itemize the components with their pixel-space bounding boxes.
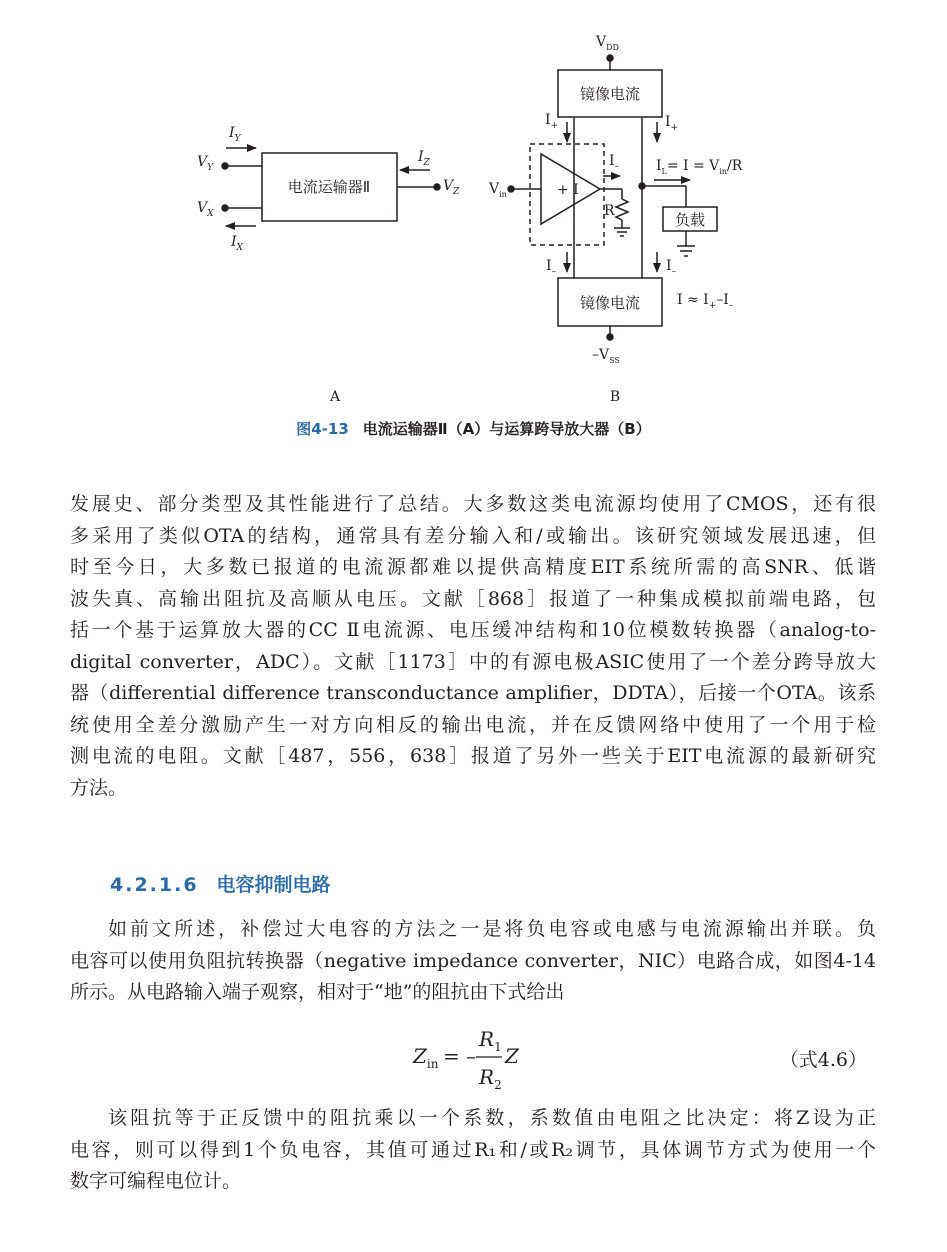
panel-b-label: B (609, 389, 621, 405)
paragraph-line: 波失真、高输出阻抗及高顺从电压。文献［868］报道了一种集成模拟前端电路，包 (70, 587, 876, 610)
label-vy: $V_Y$ (197, 154, 214, 173)
paragraph-line: 发展史、部分类型及其性能进行了总结。大多数这类电流源均使用了CMOS，还有很 (70, 493, 876, 515)
load-label: 负载 (674, 211, 706, 229)
label-vz: $V_Z$ (443, 178, 460, 197)
label-i-approx: $I \approx I_+-I_-$ (677, 292, 734, 311)
figure-number: 图4-13 (296, 420, 349, 438)
resistor-zigzag (616, 199, 628, 220)
paragraph-1 (70, 489, 876, 804)
z-terminal-node (434, 184, 440, 190)
paragraph-line: 该阻抗等于正反馈中的阻抗乘以一个系数，系数值由电阻之比决定：将Z设为正 (108, 1107, 876, 1129)
panel-a-label: A (329, 389, 341, 405)
paragraph-line: digital converter，ADC）。文献［1173］中的有源电极ASIC使用了一个差分跨导放大 (70, 650, 876, 673)
paragraph-line: 所示。从电路输入端子观察，相对于“地”的阻抗由下式给出 (70, 981, 565, 1003)
label-vss: $-V_{SS}$ (592, 347, 620, 365)
equation-label: （式4.6） (779, 1049, 867, 1071)
paragraph-line: 括一个基于运算放大器的CC Ⅱ电流源、电压缓冲结构和10位模数转换器（analog-to- (70, 619, 876, 641)
equation-numerator: $R_1$ (479, 1027, 502, 1054)
figure-caption-text: 电流运输器Ⅱ（A）与运算跨导放大器（B） (362, 420, 651, 438)
paragraph-line: 统使用全差分激励产生一对方向相反的输出电流，并在反馈网络中使用了一个用于检 (70, 713, 876, 736)
paragraph-3 (70, 1103, 876, 1198)
equation-equals: = – (443, 1044, 477, 1068)
paragraph-line: 数字可编程电位计。 (70, 1170, 242, 1192)
section-heading (110, 870, 331, 897)
equation-denominator: $R_2$ (479, 1065, 502, 1092)
paragraph-line: 如前文所述，补偿过大电容的方法之一是将负电容或电感与电流源输出并联。负 (108, 918, 876, 940)
paragraph-line: 器（differential difference transconductance amplifier，DDTA），后接一个OTA。该系 (70, 682, 876, 704)
x-terminal-node (222, 205, 228, 211)
figure-caption (0, 418, 947, 439)
paragraph-line: 电容，则可以得到1个负电容，其值可通过R₁和/或R₂调节，具体调节方式为使用一个 (70, 1138, 876, 1161)
paragraph-line: 测电流的电阻。文献［487，556，638］报道了另外一些关于EIT电流源的最新研究 (70, 745, 876, 767)
section-number: 4.2.1.6 (110, 874, 199, 896)
equation-rhs: Z (505, 1044, 519, 1068)
label-iy: $I_Y$ (229, 125, 241, 144)
label-i-plus-left: $I_+$ (545, 112, 559, 131)
figure-4-13 (0, 0, 947, 410)
label-vdd: $V_{DD}$ (596, 34, 619, 52)
section-title: 电容抑制电路 (216, 874, 331, 896)
label-il-equation: $I_L= I = V_{in}/R$ (656, 158, 743, 176)
label-i-plus-right: $I_+$ (665, 114, 679, 133)
paragraph-line: 方法。 (70, 776, 128, 799)
equation-lhs: $Z_{in}$ (413, 1044, 439, 1071)
label-r: R (604, 203, 615, 219)
label-i-minus-bottom-left: $I_-$ (546, 258, 557, 277)
y-terminal-node (222, 163, 228, 169)
paragraph-2 (70, 914, 876, 1009)
amp-label: + I (557, 182, 579, 198)
label-i-minus-bottom-right: $I_-$ (666, 258, 677, 277)
output-node (639, 183, 645, 189)
label-vx: $V_X$ (197, 200, 214, 219)
label-vin: $V_{in}$ (489, 181, 507, 199)
paragraph-line: 电容可以使用负阻抗转换器（negative impedance converter，NIC）电路合成，如图4-14 (70, 949, 876, 972)
paragraph-line: 多采用了类似OTA的结构，通常具有差分输入和/或输出。该研究领域发展迅速，但 (70, 524, 876, 547)
vin-node (508, 186, 514, 192)
cc2-block-label: 电流运输器Ⅱ (287, 178, 371, 196)
vss-node (607, 334, 613, 340)
label-iz: $I_Z$ (418, 149, 430, 168)
label-ix: $I_X$ (231, 234, 243, 253)
label-i-minus-top: $I_-$ (609, 153, 620, 172)
mirror-bottom-label: 镜像电流 (579, 294, 641, 312)
mirror-top-label: 镜像电流 (579, 85, 641, 103)
paragraph-line: 时至今日，大多数已报道的电流源都难以提供高精度EIT系统所需的高SNR、低谐 (70, 556, 876, 578)
